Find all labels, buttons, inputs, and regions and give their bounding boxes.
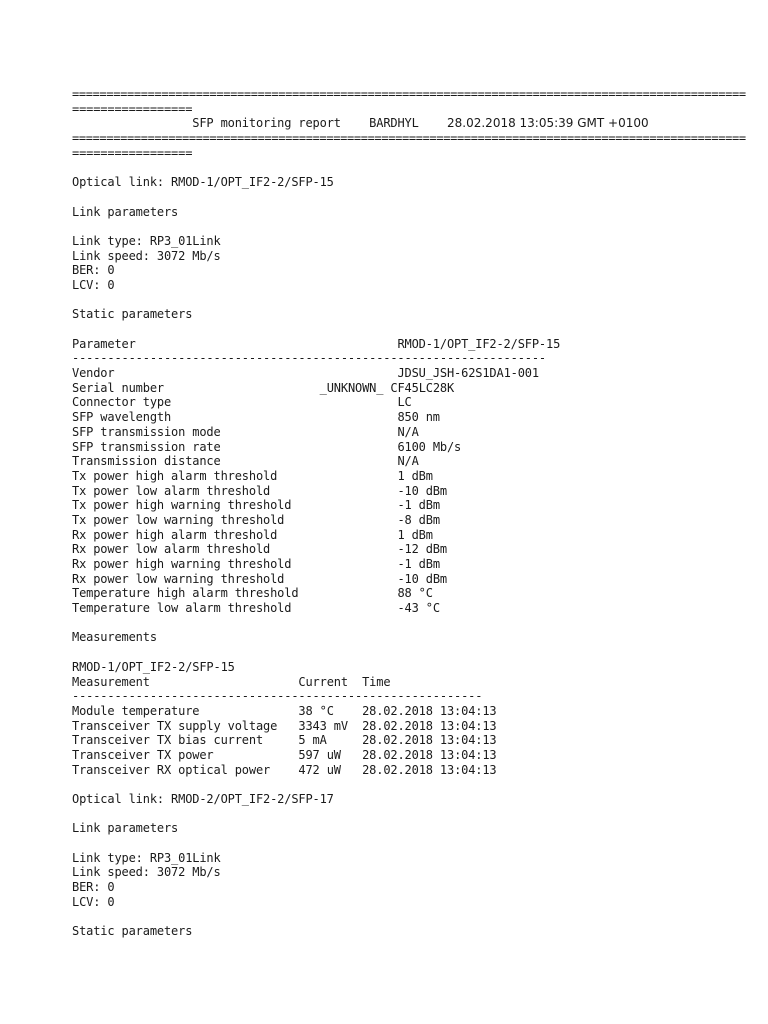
param-value: -12 dBm (397, 542, 447, 557)
param-value: 1 dBm (397, 527, 433, 542)
param-spacer (221, 454, 398, 468)
param-spacer (221, 440, 398, 454)
header-current: Current (298, 674, 348, 689)
measurement-time: 28.02.2018 13:04:13 (362, 762, 497, 777)
separator-line-wrap (72, 146, 746, 161)
static-table-row (72, 410, 746, 425)
blank-line (72, 777, 746, 792)
param-name: Connector type (72, 395, 172, 410)
measurement-current: 5 mA (298, 733, 327, 748)
static-table-row (72, 484, 746, 499)
param-spacer (270, 542, 397, 556)
title-indent (72, 116, 192, 130)
param-name: Rx power low warning threshold (72, 571, 285, 586)
header-spacer (348, 675, 362, 689)
static-parameters-heading: Static parameters (72, 924, 193, 939)
param-value: -10 dBm (397, 571, 447, 586)
blank-line (72, 190, 746, 205)
param-spacer (171, 410, 397, 424)
param-spacer (277, 469, 397, 483)
link-type: Link type: RP3_01Link (72, 850, 221, 865)
param-value: 88 °C (397, 586, 433, 601)
measurements-table-row (72, 763, 746, 778)
link-lcv: LCV: 0 (72, 894, 115, 909)
measurement-current: 472 uW (298, 762, 341, 777)
param-spacer (277, 528, 397, 542)
static-table-header (72, 337, 746, 352)
param-spacer (291, 498, 397, 512)
blank-line (72, 645, 746, 660)
separator-wrap: ================= (72, 145, 193, 160)
measurement-current: 38 °C (298, 703, 334, 718)
link-type: Link type: RP3_01Link (72, 233, 221, 248)
header-spacer (136, 337, 398, 351)
blank-line (72, 219, 746, 234)
param-value: 6100 Mb/s (397, 439, 462, 454)
param-value: JDSU_JSH-62S1DA1-001 (397, 366, 539, 381)
measurement-time: 28.02.2018 13:04:13 (362, 747, 497, 762)
param-spacer (298, 586, 397, 600)
param-spacer (221, 425, 398, 439)
measurement-spacer (334, 704, 362, 718)
link-speed: Link speed: 3072 Mb/s (72, 248, 221, 263)
sfp-monitoring-report (72, 87, 746, 939)
param-extra: _UNKNOWN_ (319, 380, 384, 395)
param-name: Tx power high alarm threshold (72, 468, 278, 483)
blank-line (72, 293, 746, 308)
static-parameters-heading: Static parameters (72, 307, 193, 322)
measurement-spacer (214, 748, 299, 762)
measurement-name: Transceiver RX optical power (72, 762, 271, 777)
measurement-spacer (341, 748, 362, 762)
param-value: -8 dBm (397, 512, 440, 527)
measurement-name: Transceiver TX bias current (72, 733, 264, 748)
static-table-row (72, 425, 746, 440)
link-parameters-heading: Link parameters (72, 204, 179, 219)
static-table-row (72, 498, 746, 513)
measurements-table-row (72, 704, 746, 719)
measurements-table-row (72, 748, 746, 763)
param-value: -10 dBm (397, 483, 447, 498)
measurements-table-header (72, 675, 746, 690)
blank-line (72, 910, 746, 925)
param-spacer (270, 484, 397, 498)
header-measurement: Measurement (72, 674, 150, 689)
measurement-current: 3343 mV (298, 718, 348, 733)
link-ber: BER: 0 (72, 263, 115, 278)
measurements-table-row (72, 733, 746, 748)
title-gap (341, 116, 369, 130)
param-name: Rx power high warning threshold (72, 557, 292, 571)
header-parameter: Parameter (72, 336, 136, 351)
measurement-time: 28.02.2018 13:04:13 (362, 718, 497, 733)
param-name: SFP wavelength (72, 410, 172, 425)
blank-line (72, 616, 746, 631)
measurement-spacer (263, 733, 298, 747)
static-table-row (72, 395, 746, 410)
measurements-table-divider: ---------------------------------------------------------- (72, 689, 483, 704)
param-name: Transmission distance (72, 454, 221, 469)
report-timestamp: 28.02.2018 13:05:39 GMT +0100 (447, 116, 649, 131)
header-column: RMOD-1/OPT_IF2-2/SFP-15 (397, 336, 561, 351)
static-table-row (72, 469, 746, 484)
param-value: 850 nm (397, 410, 440, 425)
static-table-row (72, 601, 746, 616)
param-value: N/A (397, 454, 419, 469)
param-name: SFP transmission rate (72, 439, 221, 454)
measurement-spacer (341, 763, 362, 777)
param-name: Vendor (72, 366, 115, 381)
measurement-current: 597 uW (298, 747, 341, 762)
separator-line-wrap (72, 102, 746, 117)
param-value: LC (397, 395, 412, 410)
param-name: Serial number (72, 380, 164, 395)
measurements-heading: Measurements (72, 630, 157, 645)
measurement-spacer (348, 719, 362, 733)
host-gap (419, 116, 447, 130)
param-spacer (114, 366, 397, 380)
param-spacer (291, 557, 397, 571)
blank-line (72, 160, 746, 175)
measurements-module: RMOD-1/OPT_IF2-2/SFP-15 (72, 659, 235, 674)
blank-line (72, 322, 746, 337)
param-name: Tx power low warning threshold (72, 512, 285, 527)
param-spacer (291, 601, 397, 615)
header-spacer (150, 675, 299, 689)
report-title-line (72, 116, 746, 131)
measurement-spacer (327, 733, 362, 747)
optical-link-heading: Optical link: RMOD-1/OPT_IF2-2/SFP-15 (72, 175, 334, 190)
param-value: -1 dBm (397, 557, 440, 571)
blank-line (72, 807, 746, 822)
param-spacer (284, 513, 397, 527)
measurement-name: Transceiver TX supply voltage (72, 718, 278, 733)
link-parameters-heading: Link parameters (72, 821, 179, 836)
param-name: Rx power high alarm threshold (72, 527, 278, 542)
static-table-divider: ------------------------------------------------------------------- (72, 351, 546, 366)
param-name: Temperature high alarm threshold (72, 586, 299, 601)
separator-line: ================================================================================================== (72, 131, 746, 146)
measurement-name: Module temperature (72, 703, 200, 718)
param-spacer (164, 381, 320, 395)
optical-link-heading: Optical link: RMOD-2/OPT_IF2-2/SFP-17 (72, 792, 334, 806)
report-title: SFP monitoring report (192, 116, 341, 131)
separator-line: ================================================================================================== (72, 87, 746, 101)
link-ber: BER: 0 (72, 880, 115, 895)
static-table-row (72, 454, 746, 469)
static-table-row (72, 542, 746, 557)
static-table-row (72, 528, 746, 543)
measurements-table-row (72, 719, 746, 734)
link-lcv: LCV: 0 (72, 277, 115, 292)
link-speed: Link speed: 3072 Mb/s (72, 865, 221, 880)
report-host: BARDHYL (369, 116, 419, 131)
param-value: N/A (397, 424, 419, 439)
static-table-row (72, 572, 746, 587)
measurement-spacer (199, 704, 298, 718)
header-time: Time (362, 674, 391, 689)
param-spacer (171, 395, 397, 409)
param-spacer (284, 572, 397, 586)
separator-wrap: ================= (72, 101, 193, 116)
measurement-spacer (277, 719, 298, 733)
measurement-spacer (270, 763, 298, 777)
param-name: Temperature low alarm threshold (72, 601, 292, 616)
param-name: Rx power low alarm threshold (72, 542, 271, 557)
blank-line (72, 836, 746, 851)
static-table-row (72, 586, 746, 601)
param-value: -1 dBm (397, 498, 440, 513)
static-table-row (72, 557, 746, 572)
measurement-time: 28.02.2018 13:04:13 (362, 703, 497, 718)
static-table-row (72, 366, 746, 381)
param-name: Tx power high warning threshold (72, 498, 292, 513)
static-table-row (72, 381, 746, 396)
param-value: CF45LC28K (390, 380, 455, 395)
param-value: 1 dBm (397, 468, 433, 483)
param-value: -43 °C (397, 601, 440, 616)
measurement-name: Transceiver TX power (72, 747, 214, 762)
param-name: Tx power low alarm threshold (72, 483, 271, 498)
static-table-row (72, 513, 746, 528)
static-table-row (72, 440, 746, 455)
measurement-time: 28.02.2018 13:04:13 (362, 733, 497, 748)
param-name: SFP transmission mode (72, 424, 221, 439)
